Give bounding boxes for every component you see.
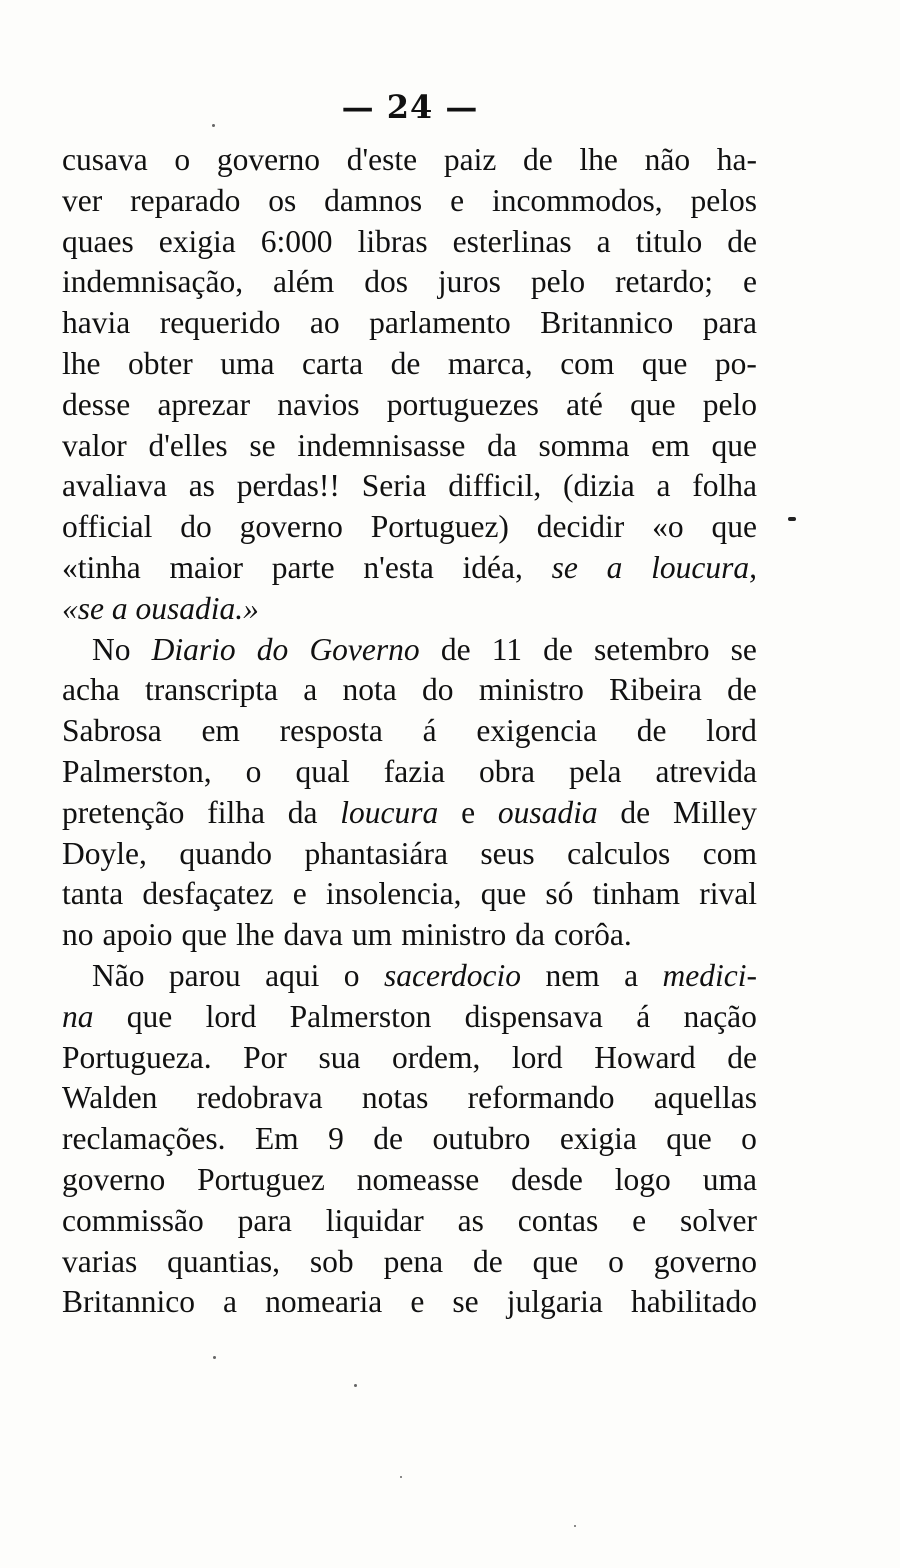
text-line — [62, 1282, 757, 1323]
word: de — [373, 1121, 404, 1157]
word: governo — [653, 1243, 757, 1279]
word: cusava — [62, 142, 148, 177]
word: de — [390, 345, 421, 381]
word: pena — [383, 1243, 444, 1279]
word: que — [711, 427, 757, 463]
word: parou — [168, 957, 241, 993]
word: reformando — [467, 1080, 615, 1116]
print-speck — [574, 1525, 576, 1527]
word: maior — [169, 549, 243, 585]
word: que — [181, 917, 227, 953]
text-line — [62, 140, 757, 181]
text-line — [62, 548, 757, 589]
word: libras — [357, 223, 428, 259]
word: e — [410, 1284, 425, 1320]
text-line — [62, 711, 757, 752]
word: de — [727, 223, 757, 259]
word: titulo — [635, 223, 703, 259]
word: uma — [220, 345, 275, 381]
word: o — [343, 957, 360, 993]
text-line — [62, 956, 757, 997]
print-speck — [400, 1476, 402, 1478]
word: nota — [342, 672, 397, 708]
text-line — [62, 303, 757, 344]
word: em — [201, 713, 240, 749]
word: insolencia, — [325, 876, 462, 912]
word: que — [666, 1121, 712, 1157]
word: sob — [309, 1243, 354, 1279]
word: contas — [517, 1202, 599, 1238]
word: fazia — [383, 753, 445, 789]
word: commissão — [62, 1202, 204, 1238]
word: governo — [216, 142, 321, 177]
word: portuguezes — [386, 386, 539, 422]
word: damnos — [324, 182, 423, 218]
word: Howard — [594, 1039, 696, 1075]
word: ousadia — [497, 794, 598, 830]
word: logo — [614, 1161, 671, 1197]
word: No — [92, 631, 131, 667]
word: não — [644, 142, 691, 177]
word: e — [742, 264, 757, 300]
word: Não — [92, 957, 145, 993]
word: o — [741, 1121, 757, 1157]
word: que — [480, 876, 527, 912]
word: «se a ousadia.» — [62, 590, 259, 626]
word: outubro — [432, 1121, 531, 1157]
word: de — [543, 631, 573, 667]
word: além — [273, 264, 335, 300]
word: do — [180, 509, 212, 545]
word: marca, — [447, 345, 533, 381]
word: e — [461, 794, 476, 830]
word: pelo — [530, 264, 586, 300]
word: o — [608, 1243, 624, 1279]
word: a — [223, 1284, 238, 1320]
word: habilitado — [630, 1284, 757, 1320]
word: de — [523, 142, 553, 177]
word: 9 — [328, 1121, 344, 1157]
word: á — [422, 713, 437, 749]
word: lord — [511, 1039, 563, 1075]
word: incommodos, — [491, 182, 663, 218]
page-number: — 24 — — [341, 88, 479, 126]
word: liquidar — [325, 1202, 424, 1238]
word: difficil, — [448, 468, 542, 504]
word: nomeasse — [356, 1161, 480, 1197]
text-line — [62, 997, 757, 1038]
word: desde — [511, 1161, 583, 1197]
text-line — [62, 874, 757, 915]
word: um — [351, 917, 393, 953]
word: phantasiára — [304, 835, 448, 871]
word: nação — [683, 998, 757, 1034]
word: sacerdocio — [383, 957, 521, 993]
word: obra — [478, 753, 535, 789]
word: setembro — [594, 631, 710, 667]
word: quantias, — [167, 1243, 280, 1279]
word: Ribeira — [609, 672, 702, 708]
word: Em — [254, 1121, 299, 1157]
word: o — [174, 142, 191, 177]
word: lhe — [235, 917, 275, 953]
word: varias — [62, 1243, 138, 1279]
word: quaes — [62, 223, 134, 259]
word: ministro — [401, 917, 507, 953]
word: perdas!! — [236, 468, 340, 504]
word: navios — [277, 386, 360, 422]
word: pelos — [690, 182, 757, 218]
word: acha — [62, 672, 120, 708]
word: lord — [706, 713, 757, 749]
word: e — [450, 182, 465, 218]
word: com — [560, 345, 615, 381]
word: 6:000 — [260, 223, 333, 259]
word: aprezar — [157, 386, 251, 422]
word: a — [303, 672, 318, 708]
word: ver — [62, 182, 103, 218]
word: para — [702, 305, 757, 341]
word: 11 — [491, 631, 523, 667]
word: notas — [361, 1080, 429, 1116]
text-line — [62, 834, 757, 875]
word: exigia — [559, 1121, 637, 1157]
text-line — [62, 1160, 757, 1201]
text-line — [62, 466, 757, 507]
word: julgaria — [506, 1284, 603, 1320]
word: que — [532, 1243, 579, 1279]
word: a — [656, 468, 671, 504]
word: de — [620, 794, 651, 830]
word: a — [624, 957, 639, 993]
word: requerido — [159, 305, 281, 341]
word: dispensava — [464, 998, 603, 1034]
word: valor — [62, 427, 127, 463]
text-line — [62, 1038, 757, 1079]
word: as — [457, 1202, 484, 1238]
word: pela — [569, 753, 622, 789]
word: Palmerston — [289, 998, 432, 1034]
word: de — [727, 672, 757, 708]
word: Portuguez) — [370, 509, 509, 545]
print-speck — [213, 1356, 216, 1359]
word: em — [651, 427, 690, 463]
word: se — [730, 631, 757, 667]
word: se — [249, 427, 276, 463]
word: filha — [207, 794, 265, 830]
text-line — [62, 426, 757, 467]
word: medici- — [662, 957, 757, 993]
word: Britannico — [540, 305, 674, 341]
word: lhe — [62, 345, 101, 381]
word: seus — [480, 835, 535, 871]
word: «o — [652, 509, 684, 545]
word: parlamento — [369, 305, 511, 341]
word: na — [62, 998, 94, 1034]
word: governo — [62, 1161, 166, 1197]
text-line — [62, 915, 757, 956]
word: rival — [699, 876, 757, 912]
word: desfaçatez — [142, 876, 274, 912]
word: á — [636, 998, 651, 1034]
word: que — [126, 998, 173, 1034]
text-line — [62, 222, 757, 263]
word: se — [551, 549, 578, 585]
word: nomearia — [265, 1284, 383, 1320]
word: Por — [243, 1039, 287, 1075]
word: reparado — [130, 182, 241, 218]
word: Walden — [62, 1080, 158, 1116]
word: carta — [301, 345, 364, 381]
word: Diario — [151, 631, 236, 667]
word: juros — [437, 264, 501, 300]
word: desse — [62, 386, 131, 422]
word: lord — [205, 998, 257, 1034]
word: «tinha — [62, 549, 141, 585]
text-line — [62, 1201, 757, 1242]
word: tanta — [62, 876, 124, 912]
word: decidir — [536, 509, 625, 545]
word: ministro — [478, 672, 584, 708]
word: retardo; — [615, 264, 714, 300]
word: resposta — [279, 713, 383, 749]
text-line — [62, 1078, 757, 1119]
word: de — [440, 631, 471, 667]
word: a — [596, 223, 611, 259]
text-line — [62, 752, 757, 793]
word: parte — [271, 549, 335, 585]
word: folha — [692, 468, 757, 504]
word: de — [727, 1039, 757, 1075]
word: d'este — [346, 142, 418, 177]
word: redobrava — [196, 1080, 323, 1116]
word: até — [566, 386, 603, 422]
word: governo — [239, 509, 343, 545]
word: Britannico — [62, 1284, 195, 1320]
word: da — [515, 917, 545, 953]
text-line — [62, 1119, 757, 1160]
word: reclamações. — [62, 1121, 226, 1157]
word: n'esta — [363, 549, 434, 585]
word: as — [188, 468, 215, 504]
print-speck — [354, 1384, 357, 1387]
word: de — [473, 1243, 503, 1279]
word: exigencia — [476, 713, 597, 749]
word: só — [545, 876, 574, 912]
word: sua — [318, 1039, 361, 1075]
word: com — [702, 835, 757, 871]
word: loucura — [340, 794, 439, 830]
word: aqui — [265, 957, 320, 993]
word: lhe — [579, 142, 618, 177]
word: paiz — [443, 142, 497, 177]
word: que — [641, 345, 688, 381]
word: da — [287, 794, 318, 830]
word: qual — [295, 753, 350, 789]
word: transcripta — [145, 672, 278, 708]
word: os — [268, 182, 297, 218]
word: Seria — [361, 468, 427, 504]
word: de — [636, 713, 667, 749]
word: indemnisasse — [297, 427, 466, 463]
text-line — [62, 344, 757, 385]
word: apoio — [102, 917, 173, 953]
word: esterlinas — [452, 223, 572, 259]
word: dos — [364, 264, 408, 300]
word: que — [630, 386, 676, 422]
text-line — [62, 181, 757, 222]
print-speck — [788, 517, 796, 521]
word: Portugueza. — [62, 1039, 212, 1075]
word: quando — [179, 835, 273, 871]
word: havia — [62, 305, 131, 341]
text-line — [62, 630, 757, 671]
word: e — [292, 876, 307, 912]
word: do — [256, 631, 289, 667]
word: da — [487, 427, 517, 463]
print-speck — [212, 124, 215, 127]
word: (dizia — [562, 468, 635, 504]
word: tinham — [592, 876, 681, 912]
word: pretenção — [62, 794, 185, 830]
word: o — [245, 753, 262, 789]
text-line — [62, 385, 757, 426]
word: se — [452, 1284, 479, 1320]
word: official — [62, 509, 153, 545]
word: corôa. — [553, 917, 632, 953]
word: Doyle, — [62, 835, 147, 871]
word: atrevida — [655, 753, 757, 789]
word: uma — [702, 1161, 757, 1197]
word: somma — [538, 427, 630, 463]
word: no — [62, 917, 94, 953]
word: que — [711, 509, 757, 545]
word: aquellas — [653, 1080, 757, 1116]
word: Governo — [309, 631, 420, 667]
word: po- — [714, 345, 757, 381]
word: Portuguez — [197, 1161, 325, 1197]
body-text — [62, 140, 757, 1323]
text-line — [62, 793, 757, 834]
word: exigia — [158, 223, 236, 259]
word: a — [606, 549, 623, 585]
word: solver — [680, 1202, 757, 1238]
text-line — [62, 262, 757, 303]
word: para — [237, 1202, 292, 1238]
word: ha- — [716, 142, 757, 177]
word: ordem, — [392, 1039, 481, 1075]
word: idéa, — [462, 549, 523, 585]
text-line — [62, 1242, 757, 1283]
word: Milley — [672, 794, 757, 830]
text-line — [62, 670, 757, 711]
word: dava — [283, 917, 343, 953]
word: d'elles — [148, 427, 228, 463]
word: Sabrosa — [62, 713, 162, 749]
word: avaliava — [62, 468, 167, 504]
word: indemnisação, — [62, 264, 244, 300]
word: e — [632, 1202, 647, 1238]
word: do — [422, 672, 454, 708]
word: Palmerston, — [62, 753, 212, 789]
word: pelo — [702, 386, 757, 422]
word: calculos — [567, 835, 671, 871]
word: nem — [545, 957, 600, 993]
word: obter — [127, 345, 193, 381]
word: loucura, — [651, 549, 757, 585]
text-line — [62, 589, 757, 630]
text-line — [62, 507, 757, 548]
word: ao — [309, 305, 340, 341]
